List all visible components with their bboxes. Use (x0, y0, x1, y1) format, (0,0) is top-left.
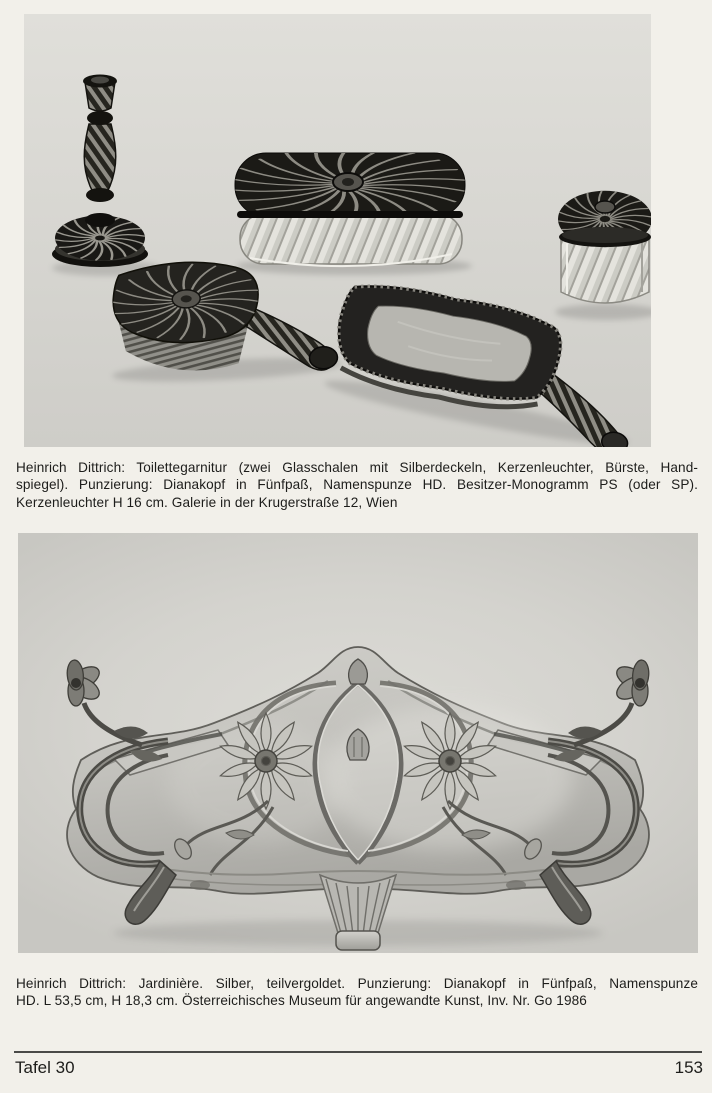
figure-caption-top (16, 459, 698, 511)
caption-line: Kerzenleuchter H 16 cm. Galerie in der Krugerstraße 12, Wien (16, 494, 398, 510)
jardiniere-photo (18, 533, 698, 953)
glass-jar-illustration (555, 191, 651, 320)
caption-line: Heinrich Dittrich: Jardinière. Silber, teilvergoldet. Punzierung: Dianakopf in Fünfpaß, Namenspunze (16, 976, 698, 991)
oval-box-illustration (224, 144, 472, 275)
toilette-set-photo (24, 14, 651, 447)
plate-label: Tafel 30 (15, 1058, 75, 1077)
caption-line: HD. L 53,5 cm, H 18,3 cm. Österreichisches Museum für angewandte Kunst, Inv. Nr. Go 1986 (16, 993, 587, 1009)
page-number: 153 (674, 1058, 703, 1077)
footer-rule (14, 1051, 702, 1053)
caption-line: Heinrich Dittrich: Toilettegarnitur (zwei Glasschalen mit Silberdeckeln, Kerzenleuchter, Bürste, Hand- (16, 460, 698, 475)
candlestick-illustration (52, 75, 160, 277)
caption-line: spiegel). Punzierung: Dianakopf in Fünfpaß, Namenspunze HD. Besitzer-Monogramm PS (oder SP). (16, 477, 698, 493)
figure-caption-bottom (16, 975, 698, 1010)
page-footer (15, 1058, 703, 1078)
jardiniere-illustration (66, 647, 650, 950)
